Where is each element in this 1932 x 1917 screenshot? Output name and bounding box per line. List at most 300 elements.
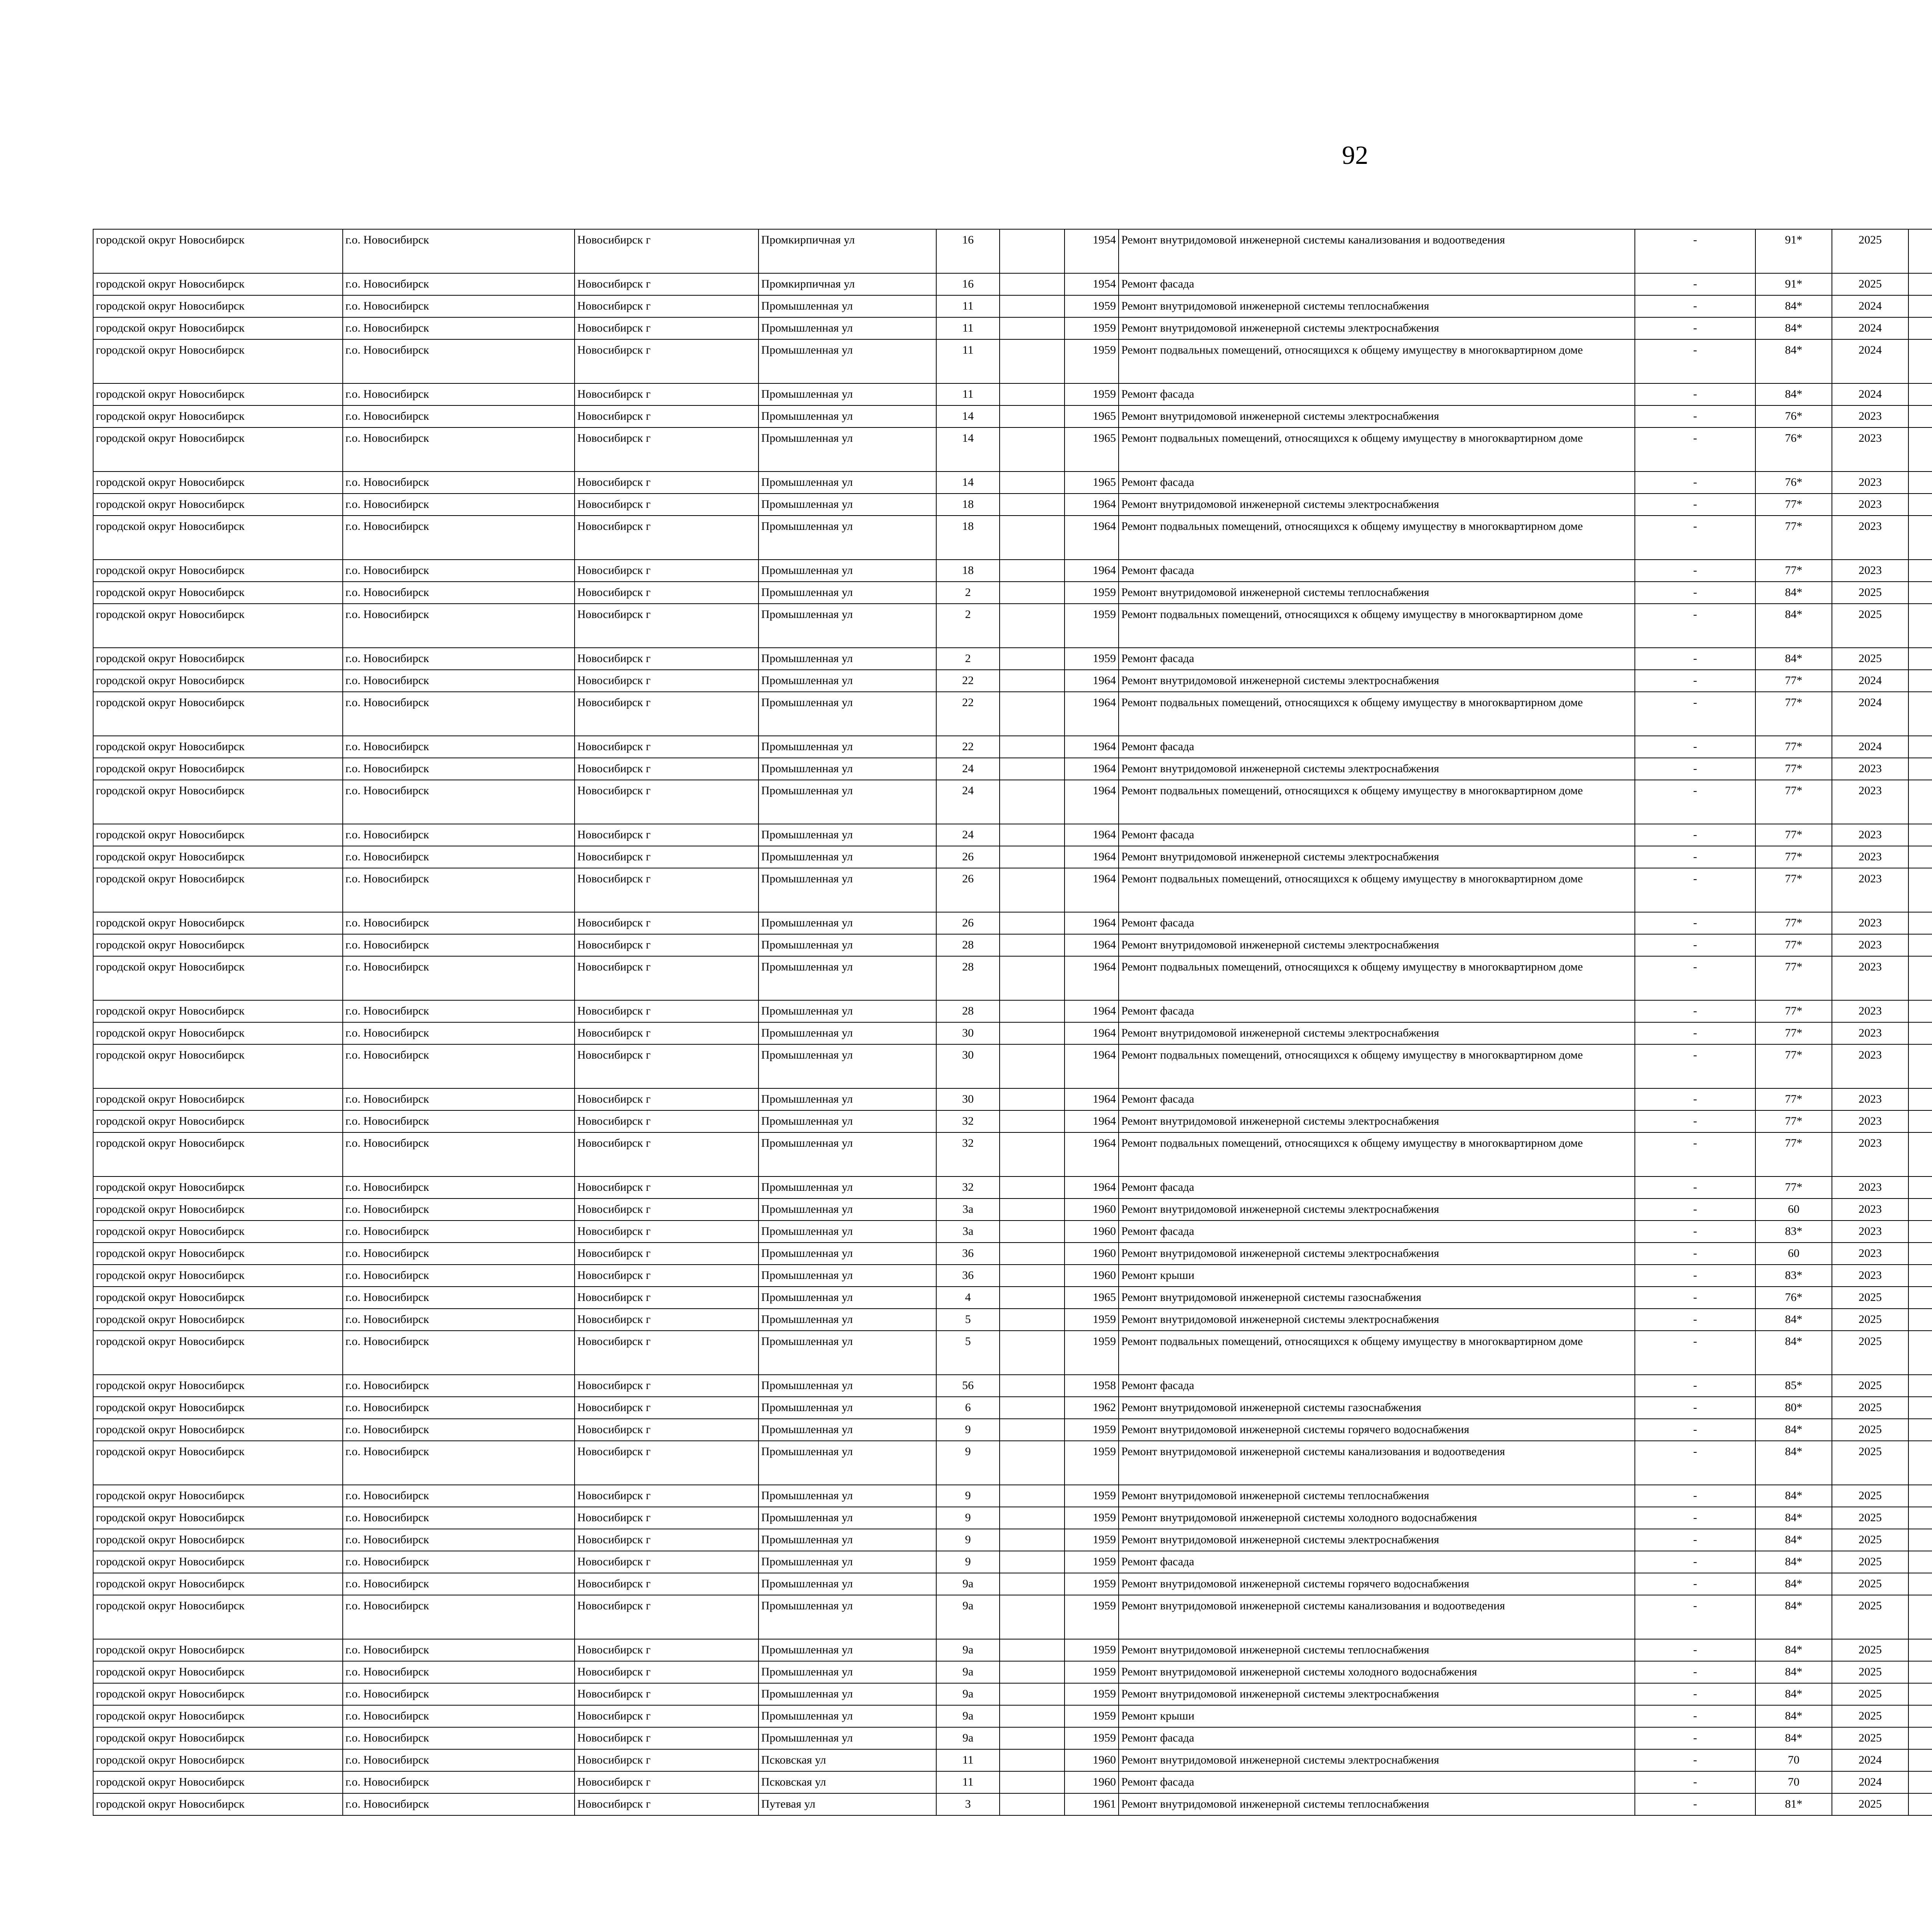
cell-y1: 2025	[1832, 229, 1908, 273]
cell-y1: 2023	[1832, 494, 1908, 516]
cell-work: Ремонт подвальных помещений, относящихся к общему имуществу в многоквартирном доме	[1119, 604, 1635, 648]
cell-sf: -	[1635, 912, 1755, 934]
cell-okrug: городской округ Новосибирск	[93, 692, 343, 736]
cell-year: 1960	[1065, 1243, 1119, 1265]
cell-mo: г.о. Новосибирск	[343, 1485, 575, 1507]
cell-korp	[1000, 1507, 1065, 1529]
cell-street: Промышленная ул	[759, 494, 936, 516]
cell-wear: 84*	[1755, 604, 1832, 648]
cell-wear: 84*	[1755, 1639, 1832, 1661]
cell-mo: г.о. Новосибирск	[343, 1749, 575, 1771]
cell-okrug: городской округ Новосибирск	[93, 1749, 343, 1771]
table-row	[93, 1727, 1932, 1749]
cell-sf: -	[1635, 1132, 1755, 1176]
cell-okrug: городской округ Новосибирск	[93, 1397, 343, 1419]
cell-wear: 77*	[1755, 824, 1832, 846]
cell-sf: -	[1635, 1683, 1755, 1705]
cell-work: Ремонт подвальных помещений, относящихся к общему имуществу в многоквартирном доме	[1119, 1044, 1635, 1088]
cell-okrug: городской округ Новосибирск	[93, 383, 343, 405]
cell-house: 18	[936, 494, 1000, 516]
cell-house: 32	[936, 1132, 1000, 1176]
cell-mo: г.о. Новосибирск	[343, 846, 575, 868]
cell-year: 1954	[1065, 273, 1119, 295]
cell-mo: г.о. Новосибирск	[343, 604, 575, 648]
cell-city: Новосибирск г	[575, 1661, 759, 1683]
cell-sf: -	[1635, 648, 1755, 670]
cell-city: Новосибирск г	[575, 846, 759, 868]
cell-street: Промышленная ул	[759, 1088, 936, 1110]
cell-y1: 2025	[1832, 648, 1908, 670]
cell-city: Новосибирск г	[575, 1243, 759, 1265]
table-row	[93, 692, 1932, 736]
cell-wear: 70	[1755, 1749, 1832, 1771]
cell-year: 1964	[1065, 1044, 1119, 1088]
cell-y1: 2024	[1832, 736, 1908, 758]
cell-sf: -	[1635, 1551, 1755, 1573]
cell-korp	[1000, 956, 1065, 1000]
cell-street: Промышленная ул	[759, 1573, 936, 1595]
cell-y1: 2023	[1832, 405, 1908, 427]
cell-okrug: городской округ Новосибирск	[93, 472, 343, 494]
cell-y1: 2025	[1832, 582, 1908, 604]
cell-house: 2	[936, 604, 1000, 648]
cell-house: 18	[936, 560, 1000, 582]
cell-korp	[1000, 295, 1065, 317]
cell-year: 1960	[1065, 1749, 1119, 1771]
cell-city: Новосибирск г	[575, 317, 759, 339]
cell-wear: 77*	[1755, 956, 1832, 1000]
cell-year: 1958	[1065, 1375, 1119, 1397]
cell-street: Промышленная ул	[759, 1727, 936, 1749]
cell-street: Промышленная ул	[759, 604, 936, 648]
cell-mo: г.о. Новосибирск	[343, 1661, 575, 1683]
cell-sf: -	[1635, 317, 1755, 339]
cell-y1: 2023	[1832, 1265, 1908, 1287]
cell-y1: 2025	[1832, 604, 1908, 648]
cell-city: Новосибирск г	[575, 1485, 759, 1507]
cell-sf: -	[1635, 1485, 1755, 1507]
cell-korp	[1000, 780, 1065, 824]
cell-korp	[1000, 758, 1065, 780]
cell-city: Новосибирск г	[575, 273, 759, 295]
cell-city: Новосибирск г	[575, 1551, 759, 1573]
cell-street: Промышленная ул	[759, 868, 936, 912]
table-row	[93, 1000, 1932, 1022]
cell-wear: 77*	[1755, 494, 1832, 516]
table-row	[93, 824, 1932, 846]
cell-sf: -	[1635, 1573, 1755, 1595]
cell-okrug: городской округ Новосибирск	[93, 405, 343, 427]
cell-korp	[1000, 1331, 1065, 1375]
cell-sf: -	[1635, 868, 1755, 912]
cell-y2	[1908, 1727, 1932, 1749]
cell-okrug: городской округ Новосибирск	[93, 582, 343, 604]
cell-work: Ремонт внутридомовой инженерной системы газоснабжения	[1119, 1397, 1635, 1419]
cell-y2	[1908, 1485, 1932, 1507]
cell-y2	[1908, 1088, 1932, 1110]
cell-work: Ремонт внутридомовой инженерной системы электроснабжения	[1119, 1243, 1635, 1265]
cell-city: Новосибирск г	[575, 1199, 759, 1221]
table-row	[93, 1441, 1932, 1485]
cell-year: 1959	[1065, 1683, 1119, 1705]
cell-okrug: городской округ Новосибирск	[93, 1044, 343, 1088]
cell-y2	[1908, 1221, 1932, 1243]
cell-sf: -	[1635, 736, 1755, 758]
cell-street: Промышленная ул	[759, 383, 936, 405]
cell-wear: 91*	[1755, 229, 1832, 273]
cell-mo: г.о. Новосибирск	[343, 1793, 575, 1815]
cell-okrug: городской округ Новосибирск	[93, 1683, 343, 1705]
cell-street: Промышленная ул	[759, 560, 936, 582]
cell-street: Промышленная ул	[759, 1176, 936, 1199]
cell-year: 1960	[1065, 1199, 1119, 1221]
cell-y2	[1908, 339, 1932, 383]
table-row	[93, 339, 1932, 383]
cell-y1: 2023	[1832, 1110, 1908, 1132]
cell-city: Новосибирск г	[575, 229, 759, 273]
cell-okrug: городской округ Новосибирск	[93, 758, 343, 780]
cell-y2	[1908, 868, 1932, 912]
cell-korp	[1000, 1595, 1065, 1639]
cell-sf: -	[1635, 1199, 1755, 1221]
cell-city: Новосибирск г	[575, 1529, 759, 1551]
cell-house: 3а	[936, 1199, 1000, 1221]
table-row	[93, 1397, 1932, 1419]
cell-y2	[1908, 1375, 1932, 1397]
cell-sf: -	[1635, 1331, 1755, 1375]
cell-work: Ремонт фасада	[1119, 1771, 1635, 1793]
cell-mo: г.о. Новосибирск	[343, 1441, 575, 1485]
cell-sf: -	[1635, 934, 1755, 956]
cell-y2	[1908, 405, 1932, 427]
cell-wear: 77*	[1755, 934, 1832, 956]
cell-work: Ремонт внутридомовой инженерной системы электроснабжения	[1119, 934, 1635, 956]
cell-y1: 2023	[1832, 1088, 1908, 1110]
cell-wear: 70	[1755, 1771, 1832, 1793]
cell-work: Ремонт фасада	[1119, 472, 1635, 494]
cell-okrug: городской округ Новосибирск	[93, 273, 343, 295]
cell-korp	[1000, 1771, 1065, 1793]
cell-wear: 60	[1755, 1243, 1832, 1265]
cell-y1: 2023	[1832, 824, 1908, 846]
cell-sf: -	[1635, 1639, 1755, 1661]
cell-wear: 84*	[1755, 582, 1832, 604]
cell-sf: -	[1635, 582, 1755, 604]
cell-city: Новосибирск г	[575, 736, 759, 758]
cell-house: 5	[936, 1331, 1000, 1375]
cell-work: Ремонт фасада	[1119, 1221, 1635, 1243]
cell-okrug: городской округ Новосибирск	[93, 494, 343, 516]
cell-mo: г.о. Новосибирск	[343, 1022, 575, 1044]
cell-okrug: городской округ Новосибирск	[93, 956, 343, 1000]
cell-year: 1965	[1065, 472, 1119, 494]
table-row	[93, 273, 1932, 295]
cell-work: Ремонт внутридомовой инженерной системы электроснабжения	[1119, 1309, 1635, 1331]
cell-korp	[1000, 516, 1065, 560]
cell-house: 26	[936, 846, 1000, 868]
cell-mo: г.о. Новосибирск	[343, 383, 575, 405]
cell-korp	[1000, 1441, 1065, 1485]
cell-work: Ремонт внутридомовой инженерной системы теплоснабжения	[1119, 1793, 1635, 1815]
cell-korp	[1000, 273, 1065, 295]
cell-year: 1964	[1065, 846, 1119, 868]
cell-work: Ремонт крыши	[1119, 1705, 1635, 1727]
cell-mo: г.о. Новосибирск	[343, 1683, 575, 1705]
cell-wear: 77*	[1755, 1044, 1832, 1088]
cell-city: Новосибирск г	[575, 1683, 759, 1705]
cell-okrug: городской округ Новосибирск	[93, 1000, 343, 1022]
table-row	[93, 1022, 1932, 1044]
cell-korp	[1000, 1044, 1065, 1088]
cell-korp	[1000, 1287, 1065, 1309]
cell-sf: -	[1635, 1088, 1755, 1110]
cell-sf: -	[1635, 1265, 1755, 1287]
cell-y2	[1908, 1176, 1932, 1199]
cell-city: Новосибирск г	[575, 1573, 759, 1595]
cell-okrug: городской округ Новосибирск	[93, 427, 343, 472]
cell-sf: -	[1635, 1595, 1755, 1639]
cell-y1: 2023	[1832, 780, 1908, 824]
cell-sf: -	[1635, 1243, 1755, 1265]
cell-house: 32	[936, 1176, 1000, 1199]
cell-mo: г.о. Новосибирск	[343, 912, 575, 934]
cell-city: Новосибирск г	[575, 1419, 759, 1441]
cell-year: 1964	[1065, 692, 1119, 736]
cell-house: 11	[936, 1749, 1000, 1771]
cell-korp	[1000, 427, 1065, 472]
cell-wear: 85*	[1755, 1375, 1832, 1397]
cell-y2	[1908, 427, 1932, 472]
table-row	[93, 1749, 1932, 1771]
cell-okrug: городской округ Новосибирск	[93, 1022, 343, 1044]
cell-korp	[1000, 1110, 1065, 1132]
cell-city: Новосибирск г	[575, 1639, 759, 1661]
cell-y1: 2023	[1832, 1022, 1908, 1044]
cell-y1: 2025	[1832, 1705, 1908, 1727]
cell-y2	[1908, 1022, 1932, 1044]
cell-house: 22	[936, 736, 1000, 758]
cell-y2	[1908, 494, 1932, 516]
cell-work: Ремонт фасада	[1119, 560, 1635, 582]
cell-work: Ремонт подвальных помещений, относящихся к общему имуществу в многоквартирном доме	[1119, 427, 1635, 472]
cell-y1: 2025	[1832, 1397, 1908, 1419]
cell-mo: г.о. Новосибирск	[343, 758, 575, 780]
cell-street: Промышленная ул	[759, 317, 936, 339]
cell-year: 1964	[1065, 670, 1119, 692]
cell-wear: 83*	[1755, 1265, 1832, 1287]
cell-mo: г.о. Новосибирск	[343, 582, 575, 604]
cell-work: Ремонт подвальных помещений, относящихся к общему имуществу в многоквартирном доме	[1119, 780, 1635, 824]
cell-okrug: городской округ Новосибирск	[93, 736, 343, 758]
cell-year: 1964	[1065, 1176, 1119, 1199]
table-row	[93, 1639, 1932, 1661]
cell-y2	[1908, 604, 1932, 648]
cell-y2	[1908, 582, 1932, 604]
cell-house: 56	[936, 1375, 1000, 1397]
cell-year: 1959	[1065, 295, 1119, 317]
cell-house: 11	[936, 1771, 1000, 1793]
cell-year: 1959	[1065, 339, 1119, 383]
cell-city: Новосибирск г	[575, 1771, 759, 1793]
cell-korp	[1000, 1132, 1065, 1176]
cell-street: Промышленная ул	[759, 1397, 936, 1419]
cell-work: Ремонт внутридомовой инженерной системы канализования и водоотведения	[1119, 1595, 1635, 1639]
cell-year: 1959	[1065, 1661, 1119, 1683]
cell-korp	[1000, 1309, 1065, 1331]
cell-okrug: городской округ Новосибирск	[93, 1705, 343, 1727]
cell-city: Новосибирск г	[575, 692, 759, 736]
cell-y1: 2024	[1832, 317, 1908, 339]
cell-year: 1959	[1065, 1705, 1119, 1727]
table-row	[93, 934, 1932, 956]
table-row	[93, 780, 1932, 824]
cell-mo: г.о. Новосибирск	[343, 494, 575, 516]
cell-y1: 2025	[1832, 1441, 1908, 1485]
cell-okrug: городской округ Новосибирск	[93, 295, 343, 317]
cell-y1: 2024	[1832, 1771, 1908, 1793]
cell-y2	[1908, 1441, 1932, 1485]
cell-house: 9	[936, 1551, 1000, 1573]
cell-y2	[1908, 1044, 1932, 1088]
cell-street: Промышленная ул	[759, 1287, 936, 1309]
cell-okrug: городской округ Новосибирск	[93, 1573, 343, 1595]
cell-city: Новосибирск г	[575, 1044, 759, 1088]
cell-wear: 77*	[1755, 1176, 1832, 1199]
cell-work: Ремонт внутридомовой инженерной системы теплоснабжения	[1119, 1485, 1635, 1507]
cell-street: Промышленная ул	[759, 1507, 936, 1529]
cell-work: Ремонт внутридомовой инженерной системы электроснабжения	[1119, 1529, 1635, 1551]
cell-sf: -	[1635, 1749, 1755, 1771]
cell-okrug: городской округ Новосибирск	[93, 1661, 343, 1683]
cell-korp	[1000, 1221, 1065, 1243]
cell-y1: 2023	[1832, 956, 1908, 1000]
cell-house: 14	[936, 472, 1000, 494]
cell-wear: 76*	[1755, 472, 1832, 494]
cell-city: Новосибирск г	[575, 1287, 759, 1309]
cell-sf: -	[1635, 1221, 1755, 1243]
cell-okrug: городской округ Новосибирск	[93, 648, 343, 670]
cell-korp	[1000, 868, 1065, 912]
cell-y1: 2025	[1832, 1727, 1908, 1749]
table-row	[93, 1243, 1932, 1265]
cell-mo: г.о. Новосибирск	[343, 1529, 575, 1551]
cell-city: Новосибирск г	[575, 1507, 759, 1529]
cell-street: Промышленная ул	[759, 1485, 936, 1507]
cell-y1: 2023	[1832, 472, 1908, 494]
cell-sf: -	[1635, 780, 1755, 824]
table-row	[93, 1529, 1932, 1551]
cell-mo: г.о. Новосибирск	[343, 1551, 575, 1573]
cell-wear: 84*	[1755, 1661, 1832, 1683]
cell-korp	[1000, 1793, 1065, 1815]
cell-house: 9а	[936, 1639, 1000, 1661]
cell-wear: 76*	[1755, 405, 1832, 427]
cell-wear: 77*	[1755, 758, 1832, 780]
cell-work: Ремонт внутридомовой инженерной системы холодного водоснабжения	[1119, 1661, 1635, 1683]
cell-okrug: городской округ Новосибирск	[93, 1419, 343, 1441]
cell-house: 9а	[936, 1595, 1000, 1639]
cell-y1: 2023	[1832, 1000, 1908, 1022]
cell-korp	[1000, 229, 1065, 273]
cell-house: 6	[936, 1397, 1000, 1419]
cell-y2	[1908, 1132, 1932, 1176]
cell-street: Промкирпичная ул	[759, 273, 936, 295]
cell-city: Новосибирск г	[575, 912, 759, 934]
table-row	[93, 383, 1932, 405]
cell-wear: 80*	[1755, 1397, 1832, 1419]
cell-wear: 84*	[1755, 1507, 1832, 1529]
cell-sf: -	[1635, 1022, 1755, 1044]
cell-city: Новосибирск г	[575, 1331, 759, 1375]
cell-street: Промышленная ул	[759, 1661, 936, 1683]
cell-city: Новосибирск г	[575, 648, 759, 670]
cell-work: Ремонт внутридомовой инженерной системы электроснабжения	[1119, 758, 1635, 780]
cell-city: Новосибирск г	[575, 758, 759, 780]
cell-wear: 84*	[1755, 1529, 1832, 1551]
cell-house: 5	[936, 1309, 1000, 1331]
cell-street: Промышленная ул	[759, 516, 936, 560]
cell-wear: 77*	[1755, 560, 1832, 582]
cell-mo: г.о. Новосибирск	[343, 1639, 575, 1661]
cell-street: Промышленная ул	[759, 912, 936, 934]
cell-sf: -	[1635, 273, 1755, 295]
cell-year: 1959	[1065, 1309, 1119, 1331]
cell-street: Промышленная ул	[759, 472, 936, 494]
cell-year: 1959	[1065, 1331, 1119, 1375]
cell-year: 1959	[1065, 1551, 1119, 1573]
cell-okrug: городской округ Новосибирск	[93, 1375, 343, 1397]
cell-mo: г.о. Новосибирск	[343, 560, 575, 582]
cell-year: 1964	[1065, 560, 1119, 582]
cell-city: Новосибирск г	[575, 383, 759, 405]
cell-city: Новосибирск г	[575, 1132, 759, 1176]
cell-mo: г.о. Новосибирск	[343, 1419, 575, 1441]
cell-y2	[1908, 1199, 1932, 1221]
cell-sf: -	[1635, 956, 1755, 1000]
table-row	[93, 912, 1932, 934]
table-row	[93, 648, 1932, 670]
table-row	[93, 1375, 1932, 1397]
cell-y2	[1908, 1331, 1932, 1375]
cell-city: Новосибирск г	[575, 1265, 759, 1287]
cell-mo: г.о. Новосибирск	[343, 1287, 575, 1309]
cell-y1: 2025	[1832, 1287, 1908, 1309]
cell-okrug: городской округ Новосибирск	[93, 1727, 343, 1749]
cell-y2	[1908, 736, 1932, 758]
cell-y1: 2023	[1832, 1243, 1908, 1265]
cell-mo: г.о. Новосибирск	[343, 516, 575, 560]
cell-sf: -	[1635, 1397, 1755, 1419]
cell-work: Ремонт фасада	[1119, 383, 1635, 405]
cell-house: 9	[936, 1529, 1000, 1551]
cell-year: 1964	[1065, 516, 1119, 560]
cell-okrug: городской округ Новосибирск	[93, 912, 343, 934]
cell-korp	[1000, 1551, 1065, 1573]
table-row	[93, 1705, 1932, 1727]
table-row	[93, 1221, 1932, 1243]
cell-y2	[1908, 1793, 1932, 1815]
cell-year: 1959	[1065, 1485, 1119, 1507]
cell-city: Новосибирск г	[575, 339, 759, 383]
table-row	[93, 295, 1932, 317]
cell-work: Ремонт внутридомовой инженерной системы теплоснабжения	[1119, 295, 1635, 317]
cell-mo: г.о. Новосибирск	[343, 472, 575, 494]
cell-house: 9а	[936, 1573, 1000, 1595]
table-row	[93, 846, 1932, 868]
cell-mo: г.о. Новосибирск	[343, 1265, 575, 1287]
cell-korp	[1000, 560, 1065, 582]
cell-sf: -	[1635, 560, 1755, 582]
